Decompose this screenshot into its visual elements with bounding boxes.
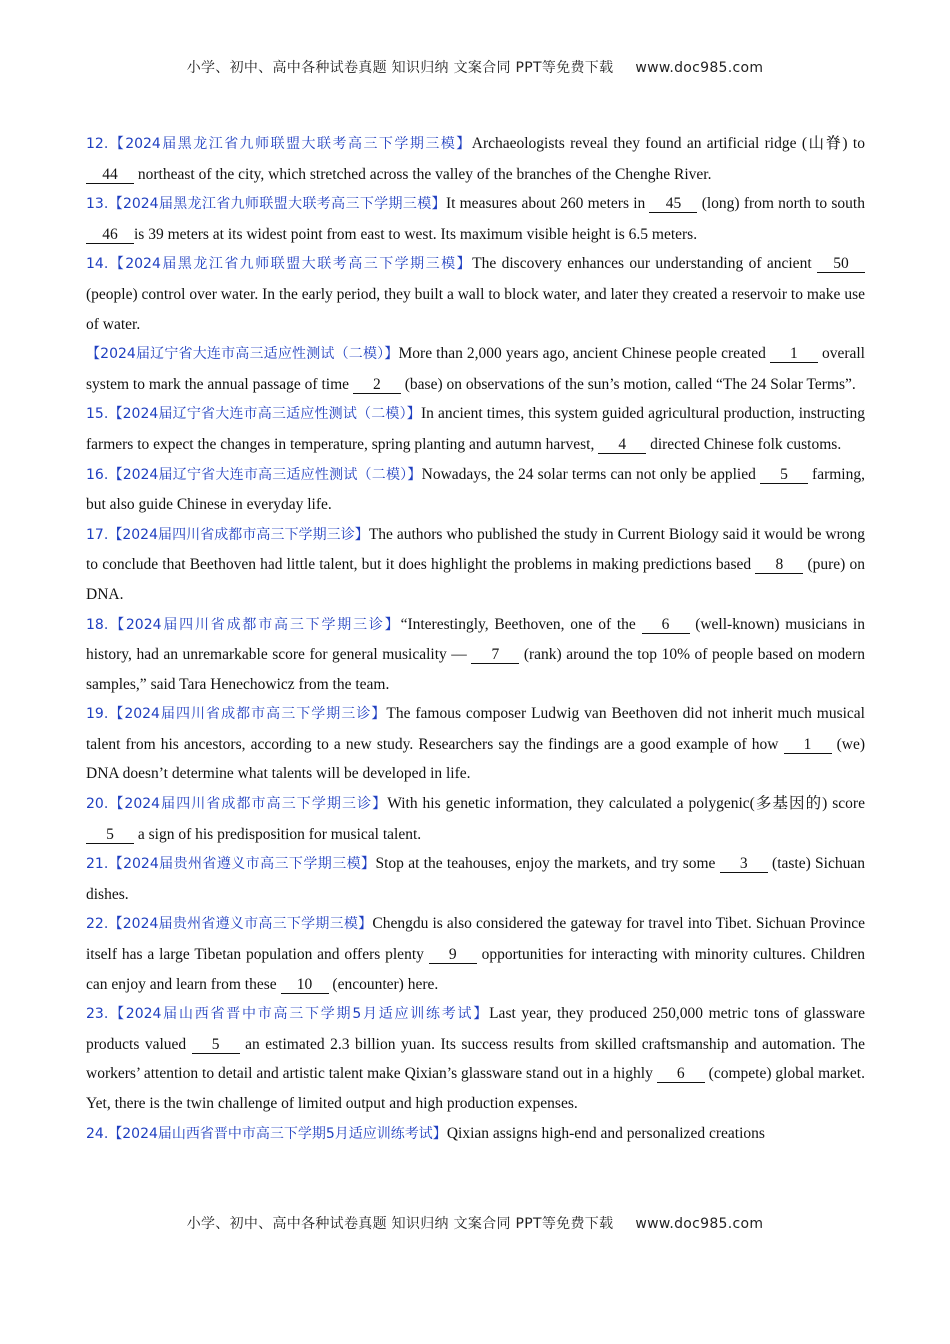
question-source-tag: 20.【2024届四川省成都市高三下学期三诊】 [86,796,388,813]
question-item [86,789,865,849]
question-text: The discovery enhances our understanding of ancient [472,255,817,273]
answer-blank: 7 [471,646,519,664]
question-source-tag: 22.【2024届贵州省遵义市高三下学期三模】 [86,916,373,933]
question-list [86,129,865,1149]
footer-text: 小学、初中、高中各种试卷真题 知识归纳 文案合同 PPT等免费下载 [186,1216,614,1232]
question-text: (encounter) here. [328,975,439,993]
question-item [86,249,865,339]
page-header [0,57,950,77]
answer-blank: 1 [784,736,832,754]
answer-blank: 50 [817,255,865,273]
answer-blank: 4 [598,436,646,454]
question-text: farming, but also guide Chinese in everyday life. [86,465,865,514]
answer-blank: 1 [770,345,818,363]
question-item [86,460,865,520]
question-text: (we) DNA doesn’t determine what talents will be developed in life. [86,735,865,783]
question-source-tag: 16.【2024届辽宁省大连市高三适应性测试（二模）】 [86,466,422,483]
question-text: overall system to mark the annual passage of time [86,345,865,393]
question-source-tag: 24.【2024届山西省晋中市高三下学期5月适应训练考试】 [86,1125,447,1142]
answer-blank: 46 [86,226,134,244]
question-text: Last year, they produced 250,000 metric tons of glassware products valued [86,1005,865,1053]
question-item [86,909,865,999]
question-text: (rank) around the top 10% of people based on modern samples,” said Tara Henechowicz from the team. [86,646,865,693]
page-footer [0,1213,950,1233]
answer-blank: 3 [720,855,768,873]
question-text: The famous composer Ludwig van Beethoven did not inherit much musical talent from his ancestors, according to a new study. Researchers say the findings are a good example of how [86,705,865,753]
answer-blank: 8 [755,556,803,574]
question-item [86,699,865,789]
question-text: The authors who published the study in Current Biology said it would be wrong to conclude that Beethoven had little talent, but it does highlight the problems in making predictions based [86,525,865,574]
footer-site: www.doc985.com [635,1216,764,1232]
answer-blank: 5 [192,1036,240,1054]
question-source-tag: 18.【2024届四川省成都市高三下学期三诊】 [86,616,401,633]
question-text: Nowadays, the 24 solar terms can not only be applied [421,465,760,483]
question-item [86,399,865,459]
question-text: (well-known) musicians in history, had an unremarkable score for general musicality — [86,615,865,664]
answer-blank: 5 [760,466,808,484]
question-text: More than 2,000 years ago, ancient Chinese people created [398,345,770,363]
answer-blank: 10 [281,976,329,994]
question-text: Stop at the teahouses, enjoy the markets, and try some [375,855,720,873]
question-text: opportunities for interacting with minority cultures. Children can enjoy and learn from these [86,946,865,993]
question-source-tag: 【2024届辽宁省大连市高三适应性测试（二模）】 [86,346,399,363]
question-text: “Interestingly, Beethoven, one of the [400,615,642,633]
question-text: It measures about 260 meters in [445,195,650,213]
answer-blank: 45 [649,195,697,213]
question-source-tag: 19.【2024届四川省成都市高三下学期三诊】 [86,706,387,723]
header-text: 小学、初中、高中各种试卷真题 知识归纳 文案合同 PPT等免费下载 [186,60,614,76]
question-item [86,520,865,610]
question-text: In ancient times, this system guided agricultural production, instructing farmers to expect the changes in temperature, spring planting and autumn harvest, [86,405,865,453]
question-item [86,999,865,1118]
question-text: a sign of his predisposition for musical talent. [134,825,422,843]
question-text: Chengdu is also considered the gateway for travel into Tibet. Sichuan Province itself has a large Tibetan population and offers plenty [86,915,865,964]
question-text: (compete) global market. Yet, there is the twin challenge of limited output and high production expenses. [86,1065,865,1112]
question-source-tag: 15.【2024届辽宁省大连市高三适应性测试（二模）】 [86,406,421,423]
answer-blank: 5 [86,826,134,844]
question-text: an estimated 2.3 billion yuan. Its success results from skilled craftsmanship and automation. The workers’ attention to detail and artistic talent make Qixian’s glassware stand out in a highly [86,1035,865,1083]
question-text: With his genetic information, they calculated a polygenic(多基因的) score [387,795,865,813]
answer-blank: 2 [353,376,401,394]
question-source-tag: 14.【2024届黑龙江省九师联盟大联考高三下学期三模】 [86,256,473,273]
question-item [86,849,865,909]
question-item [86,610,865,700]
question-item [86,189,865,249]
answer-blank: 9 [429,946,477,964]
question-text: (people) control over water. In the early period, they built a wall to block water, and later they created a reservoir to make use of water. [86,285,865,333]
answer-blank: 6 [657,1065,705,1083]
question-text: is 39 meters at its widest point from east to west. Its maximum visible height is 6.5 meters. [134,225,698,243]
question-text: Archaeologists reveal they found an artificial ridge (山脊) to [471,135,865,152]
question-text: (base) on observations of the sun’s motion, called “The 24 Solar Terms”. [400,375,856,393]
question-text: directed Chinese folk customs. [646,435,842,453]
question-text: Qixian assigns high-end and personalized creations [446,1124,765,1142]
header-site: www.doc985.com [635,60,764,76]
question-text: (pure) on DNA. [86,556,865,603]
question-source-tag: 17.【2024届四川省成都市高三下学期三诊】 [86,526,369,543]
answer-blank: 6 [642,616,690,634]
question-item [86,339,865,399]
question-source-tag: 13.【2024届黑龙江省九师联盟大联考高三下学期三模】 [86,196,446,213]
question-text: (taste) Sichuan dishes. [86,855,865,903]
question-text: (long) from north to south [697,195,865,213]
question-item [86,1119,865,1150]
question-source-tag: 23.【2024届山西省晋中市高三下学期5月适应训练考试】 [86,1006,490,1023]
question-text: northeast of the city, which stretched across the valley of the branches of the Chenghe River. [134,165,712,183]
question-source-tag: 21.【2024届贵州省遵义市高三下学期三模】 [86,856,376,873]
answer-blank: 44 [86,166,134,184]
question-source-tag: 12.【2024届黑龙江省九师联盟大联考高三下学期三模】 [86,136,472,152]
question-item [86,129,865,189]
